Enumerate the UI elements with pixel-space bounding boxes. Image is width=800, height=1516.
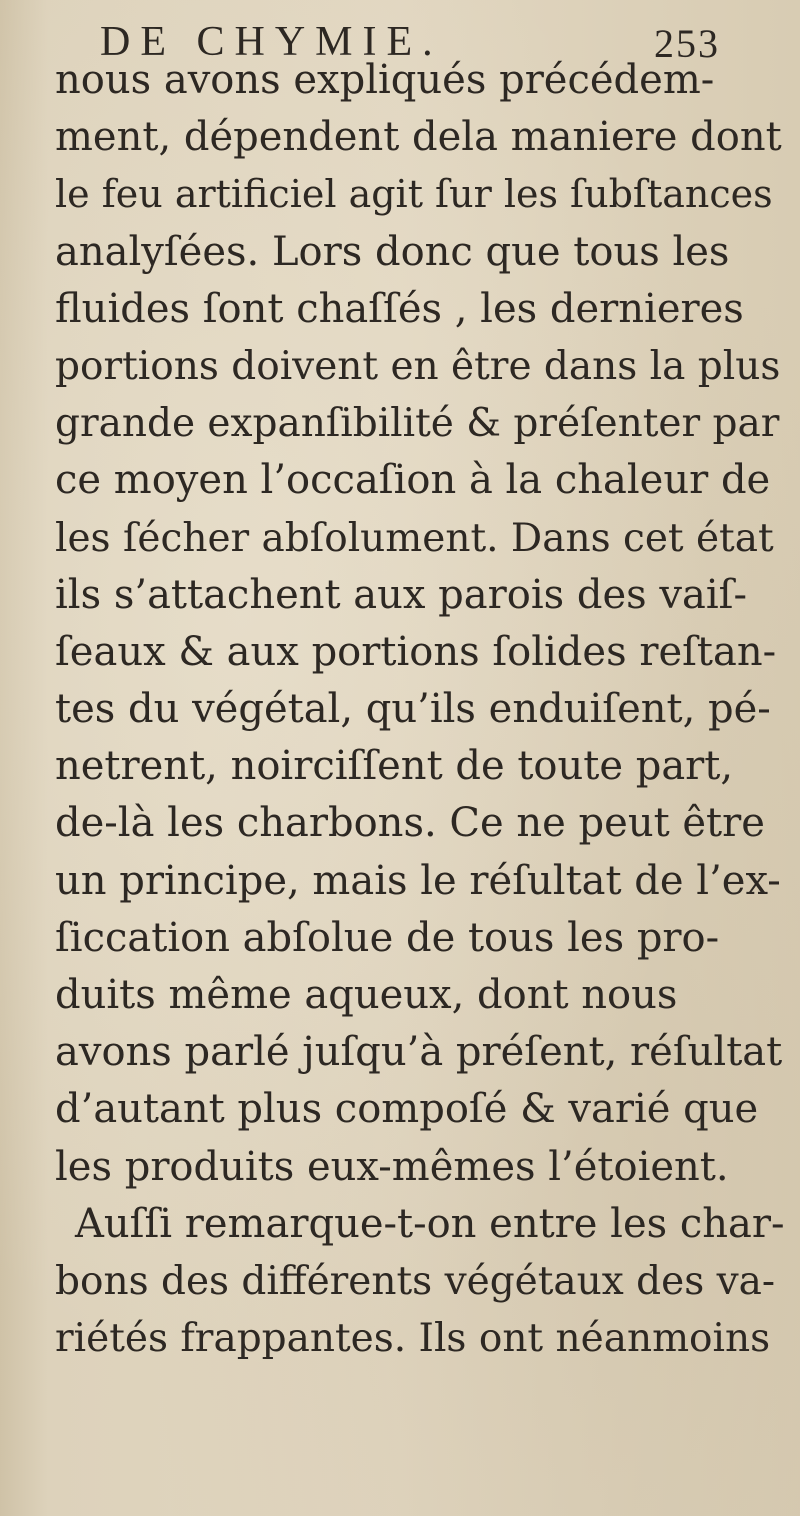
text-line: analyſées. Lors donc que tous les	[55, 228, 730, 275]
text-line: riétés frappantes. Ils ont néanmoins	[55, 1316, 771, 1362]
body-text	[55, 52, 785, 1367]
running-head: DE CHYMIE.	[100, 19, 443, 65]
text-line: un principe, mais le réſultat de l’ex-	[55, 857, 781, 904]
text-line: d’autant plus compoſé & varié que	[55, 1086, 759, 1133]
text-line: grande expanſibilité & préſenter par	[55, 401, 780, 447]
text-line: ils s’attachent aux parois des vaiſ-	[55, 571, 747, 618]
text-line: de-là les charbons. Ce ne peut être	[55, 800, 765, 847]
text-line: le feu artificiel agit ſur les ſubſtances	[55, 172, 773, 217]
text-line: tes du végétal, qu’ils enduiſent, pé-	[55, 686, 771, 733]
text-line: duits même aqueux, dont nous	[55, 972, 678, 1018]
text-line: les produits eux-mêmes l’étoient.	[55, 1143, 729, 1190]
text-line: netrent, noirciſſent de toute part,	[55, 743, 734, 790]
text-line: les ſécher abſolument. Dans cet état	[55, 515, 774, 561]
text-line: ment, dépendent dela maniere dont	[55, 114, 782, 161]
text-line: ſiccation abſolue de tous les pro-	[55, 914, 720, 961]
text-line: Auſſi remarque-t-on entre les char-	[75, 1200, 785, 1247]
text-line: fluides ſont chaſſés , les dernieres	[55, 285, 744, 332]
page-number: 253	[654, 21, 720, 66]
text-line: avons parlé juſqu’à préſent, réſultat	[55, 1029, 783, 1076]
text-line: bons des différents végétaux des va-	[55, 1258, 776, 1304]
text-line: portions doivent en être dans la plus	[55, 343, 781, 389]
text-line: ſeaux & aux portions ſolides reſtan-	[55, 628, 777, 675]
text-line: ce moyen l’occaſion à la chaleur de	[55, 457, 771, 504]
text-line: nous avons expliqués précédem-	[55, 57, 715, 103]
